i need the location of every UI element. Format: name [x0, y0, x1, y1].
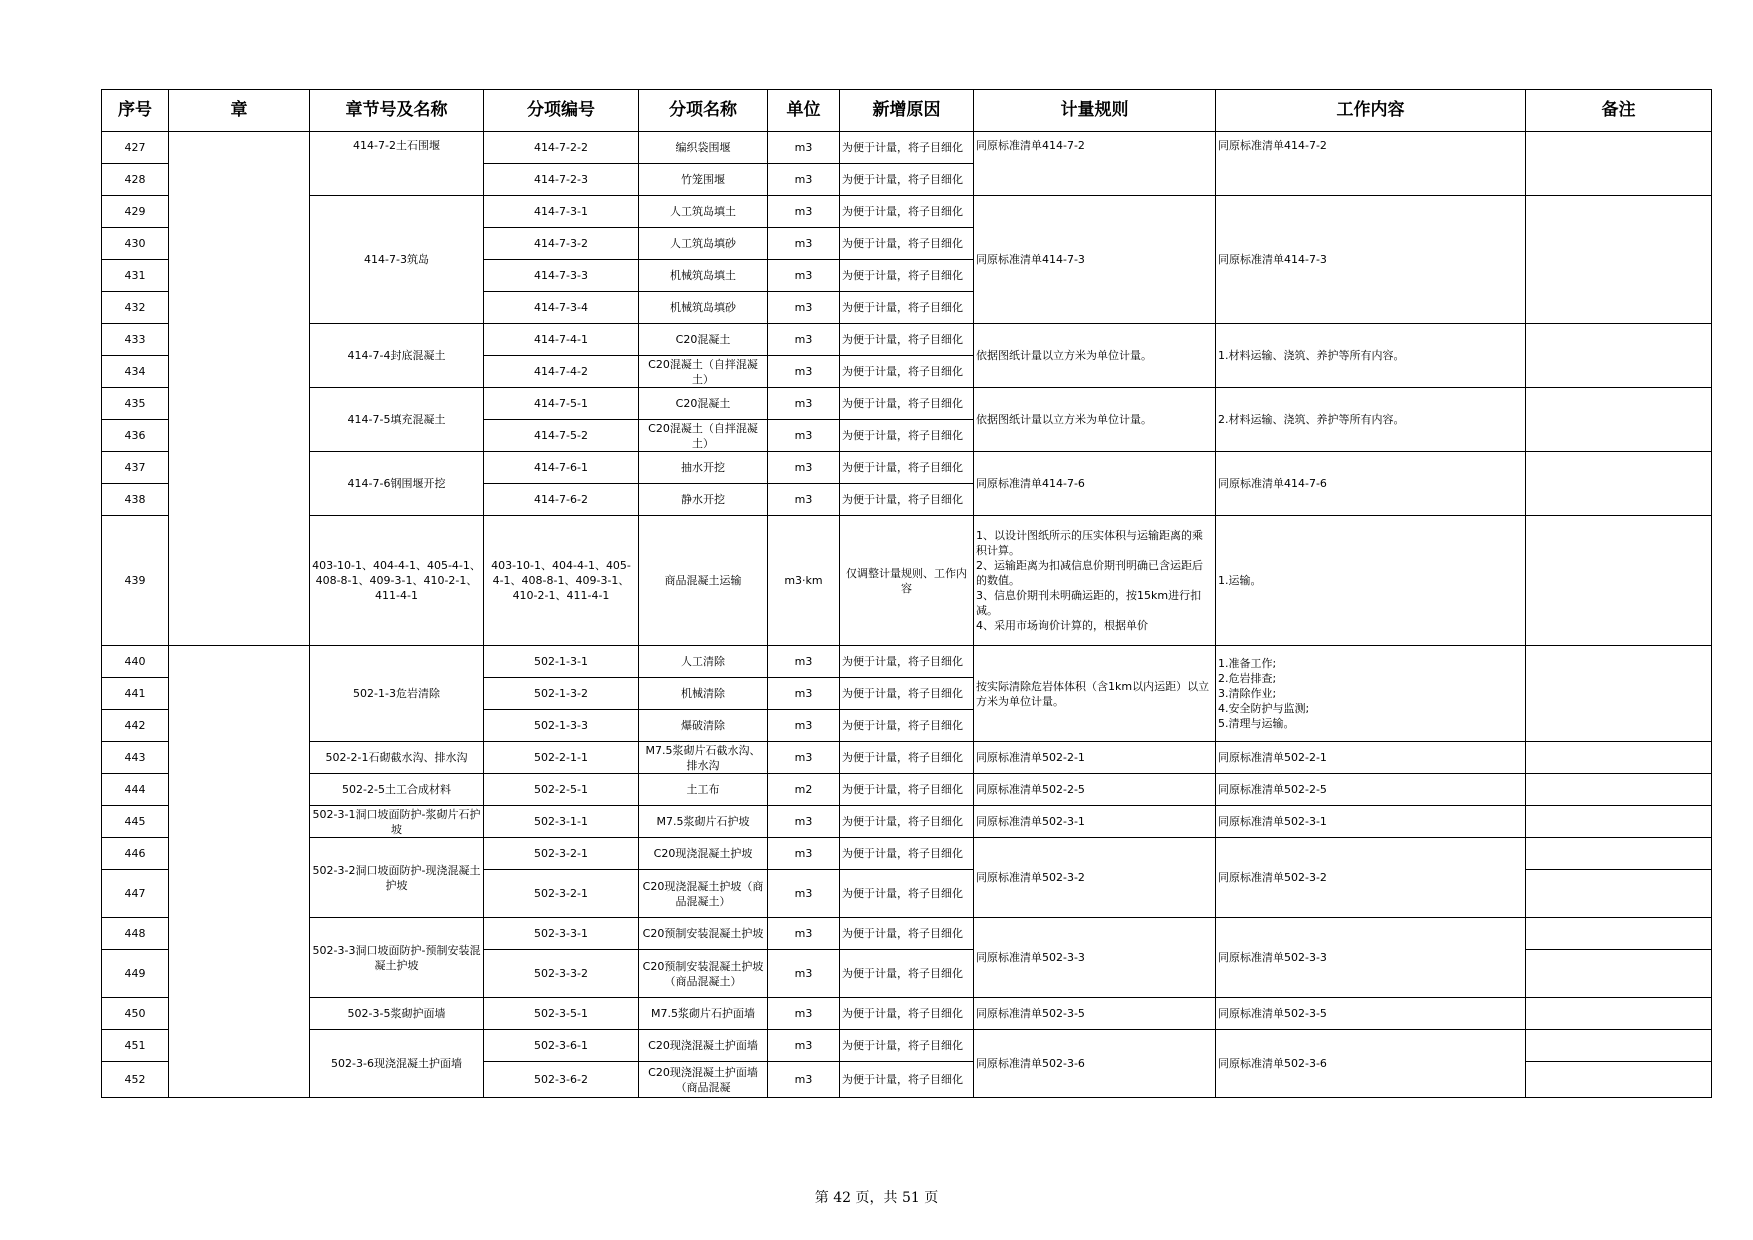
header-row: [102, 90, 1712, 132]
reason-text: 为便于计量，将子目细化: [842, 1007, 963, 1020]
seq-cell: 444: [102, 774, 169, 806]
unit-cell: m3: [768, 710, 840, 742]
header-unit: 单位: [768, 90, 840, 132]
seq-cell: 438: [102, 484, 169, 516]
code-cell: 502-1-3-2: [484, 678, 639, 710]
unit-cell: m3: [768, 806, 840, 838]
work-cell: 同原标准清单502-3-3: [1216, 918, 1526, 998]
work-cell: 同原标准清单502-3-2: [1216, 838, 1526, 918]
reason-text: 为便于计量，将子目细化: [842, 751, 963, 764]
name-text: M7.5浆砌片石截水沟、排水沟: [645, 743, 761, 772]
name-cell: 竹笼围堰: [639, 164, 768, 196]
unit-cell: m3: [768, 918, 840, 950]
table-row: [102, 516, 1712, 646]
chapter-cell: [169, 132, 310, 646]
reason-cell: [840, 484, 974, 516]
code-cell: 502-3-3-1: [484, 918, 639, 950]
name-cell: 静水开挖: [639, 484, 768, 516]
unit-cell: m3: [768, 1030, 840, 1062]
unit-cell: m3: [768, 164, 840, 196]
name-text: C20现浇混凝土护面墙（商品混凝: [648, 1065, 758, 1094]
unit-cell: m3: [768, 420, 840, 452]
header-name: 分项名称: [639, 90, 768, 132]
reason-text: 为便于计量，将子目细化: [842, 205, 963, 218]
section-cell: 502-1-3危岩清除: [310, 646, 484, 742]
unit-cell: m3: [768, 356, 840, 388]
unit-cell: m3: [768, 228, 840, 260]
code-cell: 502-3-2-1: [484, 838, 639, 870]
reason-text: 为便于计量，将子目细化: [842, 719, 963, 732]
seq-cell: 452: [102, 1062, 169, 1098]
table-row: [102, 388, 1712, 420]
code-cell: 502-3-6-1: [484, 1030, 639, 1062]
unit-cell: m3: [768, 260, 840, 292]
section-cell: 414-7-2土石围堰: [310, 132, 484, 196]
note-cell: [1526, 196, 1712, 324]
reason-cell: [840, 228, 974, 260]
header-note: 备注: [1526, 90, 1712, 132]
work-cell: 同原标准清单502-2-1: [1216, 742, 1526, 774]
work-cell: 1.准备工作; 2.危岩排查; 3.清除作业; 4.安全防护与监测; 5.清理与运输。: [1216, 646, 1526, 742]
table-row: [102, 806, 1712, 838]
reason-text: 为便于计量，将子目细化: [842, 847, 963, 860]
rule-cell: 同原标准清单414-7-3: [974, 196, 1216, 324]
rule-cell: 依据图纸计量以立方米为单位计量。: [974, 324, 1216, 388]
work-cell: 同原标准清单414-7-6: [1216, 452, 1526, 516]
work-cell: 同原标准清单502-3-6: [1216, 1030, 1526, 1098]
name-cell: [639, 1062, 768, 1098]
reason-cell: [840, 260, 974, 292]
note-cell: [1526, 950, 1712, 998]
seq-cell: 433: [102, 324, 169, 356]
rule-cell: 同原标准清单414-7-2: [974, 132, 1216, 196]
unit-cell: m2: [768, 774, 840, 806]
seq-cell: 437: [102, 452, 169, 484]
section-text: 502-3-1洞口坡面防护-浆砌片石护坡: [312, 807, 481, 836]
name-cell: 爆破清除: [639, 710, 768, 742]
reason-cell: [840, 646, 974, 678]
reason-text: 为便于计量，将子目细化: [842, 269, 963, 282]
header-chapter: 章: [169, 90, 310, 132]
code-cell: 414-7-2-2: [484, 132, 639, 164]
reason-text: 为便于计量，将子目细化: [842, 333, 963, 346]
note-cell: [1526, 1062, 1712, 1098]
table-row: [102, 646, 1712, 678]
code-cell: 502-2-1-1: [484, 742, 639, 774]
unit-cell: m3: [768, 452, 840, 484]
reason-cell: [840, 132, 974, 164]
reason-cell: [840, 806, 974, 838]
unit-cell: m3·km: [768, 516, 840, 646]
note-cell: [1526, 918, 1712, 950]
note-cell: [1526, 806, 1712, 838]
table-row: [102, 774, 1712, 806]
reason-text: 为便于计量，将子目细化: [842, 815, 963, 828]
name-cell: 机械筑岛填土: [639, 260, 768, 292]
work-cell: 同原标准清单502-3-5: [1216, 998, 1526, 1030]
name-cell: 人工筑岛填土: [639, 196, 768, 228]
work-cell: 2.材料运输、浇筑、养护等所有内容。: [1216, 388, 1526, 452]
rule-cell: [974, 516, 1216, 646]
table-row: [102, 1030, 1712, 1062]
seq-cell: 443: [102, 742, 169, 774]
reason-text: 为便于计量，将子目细化: [842, 141, 963, 154]
reason-cell: [840, 1030, 974, 1062]
section-cell: 502-3-2洞口坡面防护-现浇混凝土护坡: [310, 838, 484, 918]
unit-cell: m3: [768, 870, 840, 918]
seq-cell: 436: [102, 420, 169, 452]
code-cell: 414-7-3-1: [484, 196, 639, 228]
code-cell: 502-3-5-1: [484, 998, 639, 1030]
unit-cell: m3: [768, 132, 840, 164]
reason-text: 为便于计量，将子目细化: [842, 173, 963, 186]
seq-cell: 451: [102, 1030, 169, 1062]
seq-cell: 446: [102, 838, 169, 870]
note-cell: [1526, 742, 1712, 774]
data-table: [101, 89, 1712, 1098]
reason-cell: [840, 388, 974, 420]
header-section: 章节号及名称: [310, 90, 484, 132]
rule-text: 1、以设计图纸所示的压实体积与运输距离的乘积计算。 2、运输距离为扣减信息价期刊明确已含运距后的数值。 3、信息价期刊未明确运距的，按15km进行扣减。 4、采用市场询价计算的，根据单价: [976, 529, 1203, 632]
name-text: C20现浇混凝土护面墙: [648, 1039, 758, 1052]
unit-cell: m3: [768, 998, 840, 1030]
note-cell: [1526, 870, 1712, 918]
name-cell: [639, 918, 768, 950]
note-cell: [1526, 132, 1712, 196]
code-cell: 502-3-1-1: [484, 806, 639, 838]
name-cell: [639, 950, 768, 998]
code-cell: 414-7-4-2: [484, 356, 639, 388]
section-cell: [310, 806, 484, 838]
rule-cell: 同原标准清单414-7-6: [974, 452, 1216, 516]
name-cell: [639, 998, 768, 1030]
table-row: [102, 132, 1712, 164]
code-cell: 414-7-3-4: [484, 292, 639, 324]
name-text: C20预制安装混凝土护坡（商品混凝土）: [642, 959, 764, 988]
name-cell: C20混凝土: [639, 388, 768, 420]
table-row: [102, 918, 1712, 950]
code-cell: 502-3-6-2: [484, 1062, 639, 1098]
work-cell: 同原标准清单414-7-2: [1216, 132, 1526, 196]
section-cell: 502-3-3洞口坡面防护-预制安装混凝土护坡: [310, 918, 484, 998]
section-cell: 502-3-5浆砌护面墙: [310, 998, 484, 1030]
name-cell: 机械筑岛填砂: [639, 292, 768, 324]
reason-cell: 为便于计量，将子目细化: [840, 950, 974, 998]
name-cell: 人工筑岛填砂: [639, 228, 768, 260]
rule-cell: 按实际清除危岩体体积（含1km以内运距）以立方米为单位计量。: [974, 646, 1216, 742]
code-cell: 414-7-4-1: [484, 324, 639, 356]
note-cell: [1526, 646, 1712, 742]
section-cell: 414-7-4封底混凝土: [310, 324, 484, 388]
seq-cell: 445: [102, 806, 169, 838]
header-code: 分项编号: [484, 90, 639, 132]
name-cell: 机械清除: [639, 678, 768, 710]
table-row: [102, 742, 1712, 774]
name-cell: 编织袋围堰: [639, 132, 768, 164]
seq-cell: 440: [102, 646, 169, 678]
name-cell: [639, 838, 768, 870]
unit-cell: m3: [768, 388, 840, 420]
seq-cell: 435: [102, 388, 169, 420]
reason-cell: [840, 356, 974, 388]
reason-cell: [840, 678, 974, 710]
reason-text: 为便于计量，将子目细化: [842, 237, 963, 250]
name-text: M7.5浆砌片石护面墙: [651, 1007, 755, 1020]
reason-cell: [840, 838, 974, 870]
work-cell: 同原标准清单414-7-3: [1216, 196, 1526, 324]
name-text: C20现浇混凝土护坡: [653, 847, 753, 860]
reason-text: 为便于计量，将子目细化: [842, 655, 963, 668]
chapter-cell: [169, 646, 310, 1098]
unit-cell: m3: [768, 324, 840, 356]
seq-cell: 450: [102, 998, 169, 1030]
seq-cell: 434: [102, 356, 169, 388]
table-row: [102, 324, 1712, 356]
table-row: [102, 196, 1712, 228]
note-cell: [1526, 1030, 1712, 1062]
unit-cell: m3: [768, 646, 840, 678]
reason-text: 为便于计量，将子目细化: [842, 397, 963, 410]
rule-cell: 同原标准清单502-3-2: [974, 838, 1216, 918]
seq-cell: 428: [102, 164, 169, 196]
seq-cell: 431: [102, 260, 169, 292]
reason-cell: [840, 420, 974, 452]
work-cell: 同原标准清单502-3-1: [1216, 806, 1526, 838]
table-row: [102, 998, 1712, 1030]
name-cell: [639, 420, 768, 452]
code-cell: 414-7-3-2: [484, 228, 639, 260]
rule-cell: 同原标准清单502-2-5: [974, 774, 1216, 806]
reason-text: 为便于计量，将子目细化: [842, 365, 963, 378]
note-cell: [1526, 516, 1712, 646]
name-cell: 土工布: [639, 774, 768, 806]
note-cell: [1526, 998, 1712, 1030]
reason-text: 为便于计量，将子目细化: [842, 927, 963, 940]
name-cell: [639, 1030, 768, 1062]
reason-cell: [840, 292, 974, 324]
code-cell: 414-7-2-3: [484, 164, 639, 196]
unit-cell: m3: [768, 950, 840, 998]
unit-cell: m3: [768, 1062, 840, 1098]
reason-cell: [840, 918, 974, 950]
rule-cell: 同原标准清单502-2-1: [974, 742, 1216, 774]
section-cell: 502-2-5土工合成材料: [310, 774, 484, 806]
unit-cell: m3: [768, 742, 840, 774]
table-row: [102, 838, 1712, 870]
reason-cell: [840, 742, 974, 774]
reason-text: 为便于计量，将子目细化: [842, 783, 963, 796]
code-cell: 414-7-5-1: [484, 388, 639, 420]
seq-cell: 430: [102, 228, 169, 260]
reason-cell: [840, 452, 974, 484]
reason-cell: 为便于计量，将子目细化: [840, 870, 974, 918]
name-cell: [639, 356, 768, 388]
rule-cell: 同原标准清单502-3-5: [974, 998, 1216, 1030]
seq-cell: 448: [102, 918, 169, 950]
page-footer: 第 42 页，共 51 页: [814, 1190, 939, 1206]
name-text: C20混凝土（自拌混凝土）: [648, 421, 758, 450]
note-cell: [1526, 838, 1712, 870]
reason-cell: [840, 1062, 974, 1098]
name-cell: 抽水开挖: [639, 452, 768, 484]
rule-cell: 同原标准清单502-3-1: [974, 806, 1216, 838]
rule-cell: 同原标准清单502-3-6: [974, 1030, 1216, 1098]
code-cell: 502-1-3-1: [484, 646, 639, 678]
rule-cell: 依据图纸计量以立方米为单位计量。: [974, 388, 1216, 452]
section-text: 502-2-1石砌截水沟、排水沟: [325, 751, 468, 764]
unit-cell: m3: [768, 292, 840, 324]
unit-cell: m3: [768, 678, 840, 710]
section-cell: 414-7-5填充混凝土: [310, 388, 484, 452]
reason-cell: [840, 710, 974, 742]
reason-cell: [840, 998, 974, 1030]
unit-cell: m3: [768, 196, 840, 228]
rule-cell: 同原标准清单502-3-3: [974, 918, 1216, 998]
reason-text: 为便于计量，将子目细化: [842, 461, 963, 474]
seq-cell: 442: [102, 710, 169, 742]
seq-cell: 449: [102, 950, 169, 998]
seq-cell: 447: [102, 870, 169, 918]
reason-text: 为便于计量，将子目细化: [842, 429, 963, 442]
note-cell: [1526, 774, 1712, 806]
work-cell: 1.材料运输、浇筑、养护等所有内容。: [1216, 324, 1526, 388]
reason-text: 为便于计量，将子目细化: [842, 493, 963, 506]
name-cell: 商品混凝土运输: [639, 516, 768, 646]
work-cell: 同原标准清单502-2-5: [1216, 774, 1526, 806]
name-cell: C20现浇混凝土护坡（商品混凝土）: [639, 870, 768, 918]
reason-text: 为便于计量，将子目细化: [842, 1039, 963, 1052]
code-cell: 502-2-5-1: [484, 774, 639, 806]
header-reason: 新增原因: [840, 90, 974, 132]
name-cell: [639, 742, 768, 774]
note-cell: [1526, 452, 1712, 516]
reason-cell: [840, 164, 974, 196]
section-cell: 403-10-1、404-4-1、405-4-1、408-8-1、409-3-1、410-2-1、411-4-1: [310, 516, 484, 646]
unit-cell: m3: [768, 838, 840, 870]
seq-cell: 441: [102, 678, 169, 710]
reason-text: 为便于计量，将子目细化: [842, 687, 963, 700]
section-cell: 414-7-6钢围堰开挖: [310, 452, 484, 516]
note-cell: [1526, 388, 1712, 452]
seq-cell: 427: [102, 132, 169, 164]
section-cell: 502-3-6现浇混凝土护面墙: [310, 1030, 484, 1098]
code-cell: 414-7-6-2: [484, 484, 639, 516]
reason-text: 为便于计量，将子目细化: [842, 301, 963, 314]
reason-cell: [840, 774, 974, 806]
note-cell: [1526, 324, 1712, 388]
work-cell: 1.运输。: [1216, 516, 1526, 646]
name-text: C20预制安装混凝土护坡: [642, 927, 764, 940]
code-cell: 414-7-3-3: [484, 260, 639, 292]
reason-cell: [840, 196, 974, 228]
table-row: [102, 452, 1712, 484]
code-cell: 502-3-2-1: [484, 870, 639, 918]
header-seq: 序号: [102, 90, 169, 132]
code-cell: 414-7-6-1: [484, 452, 639, 484]
name-cell: C20混凝土: [639, 324, 768, 356]
code-cell: 502-1-3-3: [484, 710, 639, 742]
code-cell: 502-3-3-2: [484, 950, 639, 998]
code-cell: 403-10-1、404-4-1、405-4-1、408-8-1、409-3-1、410-2-1、411-4-1: [484, 516, 639, 646]
header-rule: 计量规则: [974, 90, 1216, 132]
section-cell: 414-7-3筑岛: [310, 196, 484, 324]
section-cell: [310, 742, 484, 774]
reason-cell: [840, 324, 974, 356]
reason-cell: 仅调整计量规则、工作内容: [840, 516, 974, 646]
name-text: C20混凝土（自拌混凝土）: [648, 357, 758, 386]
seq-cell: 439: [102, 516, 169, 646]
seq-cell: 429: [102, 196, 169, 228]
unit-cell: m3: [768, 484, 840, 516]
seq-cell: 432: [102, 292, 169, 324]
code-cell: 414-7-5-2: [484, 420, 639, 452]
name-cell: 人工清除: [639, 646, 768, 678]
reason-text: 为便于计量，将子目细化: [842, 1073, 963, 1086]
header-work: 工作内容: [1216, 90, 1526, 132]
name-cell: M7.5浆砌片石护坡: [639, 806, 768, 838]
